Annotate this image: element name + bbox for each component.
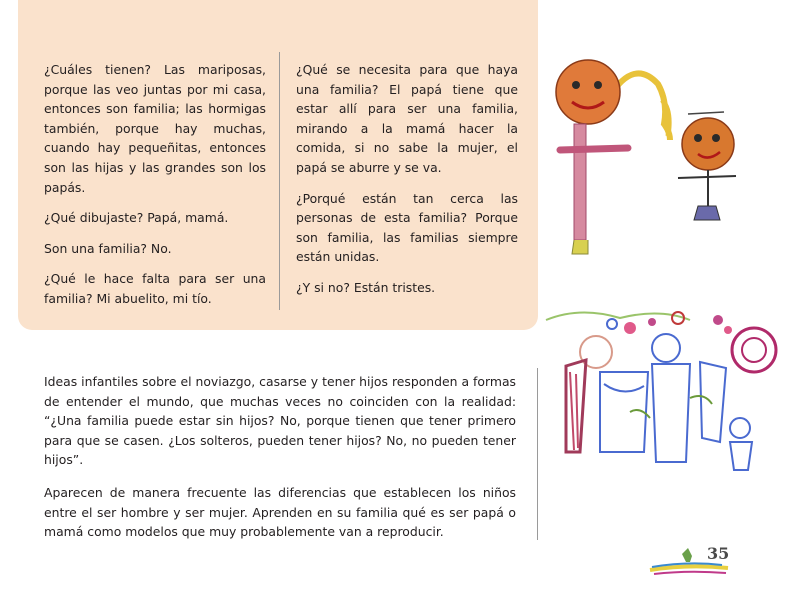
dialog-paragraph: ¿Cuáles tienen? Las mariposas, porque las veo juntas por mi casa, entonces son familia; las hormigas también, porque hay muchas, cuando hay pequeñitas, entonces son las hijas y las grandes son los papás. <box>44 62 266 195</box>
dialog-column-right <box>296 60 518 309</box>
body-divider <box>537 368 538 540</box>
body-paragraph: Ideas infantiles sobre el noviazgo, casarse y tener hijos responden a formas de entender el mundo, que muchas veces no coinciden con la realidad: “¿Una familia puede estar sin hijos? No, porque tienen que tener primero para que se casen. ¿Los solteros, pueden tener hijos? No, no pueden tener hijos”. <box>44 374 516 468</box>
body-paragraph: Aparecen de manera frecuente las diferencias que establecen los niños entre el ser hombre y ser mujer. Aprenden en su familia qué es ser papá o mamá como modelos que muy probablemente van a reproducir. <box>44 484 516 540</box>
page-number: 35 <box>707 544 730 563</box>
dialog-paragraph: Son una familia? No. <box>44 240 172 256</box>
body-text <box>44 372 516 555</box>
dialog-paragraph: ¿Qué se necesita para que haya una familia? El papá tiene que estar allí para ser una familia, mirando a la mamá hacer la comida, si no sabe la mujer, el papá se aburre y se va. <box>296 62 518 175</box>
column-divider <box>279 52 280 310</box>
dialog-paragraph: ¿Porqué están tan cerca las personas de esta familia? Porque son familia, las familias siempre están unidas. <box>296 190 518 265</box>
dialog-paragraph: ¿Qué dibujaste? Papá, mamá. <box>44 210 229 226</box>
dialog-column-left <box>44 60 266 320</box>
child-drawing-family-scene <box>540 302 786 488</box>
child-drawing-family-figures <box>548 40 788 280</box>
dialog-paragraph: ¿Qué le hace falta para ser una familia? Mi abuelito, mi tío. <box>44 271 266 306</box>
dialog-paragraph: ¿Y si no? Están tristes. <box>296 279 436 295</box>
